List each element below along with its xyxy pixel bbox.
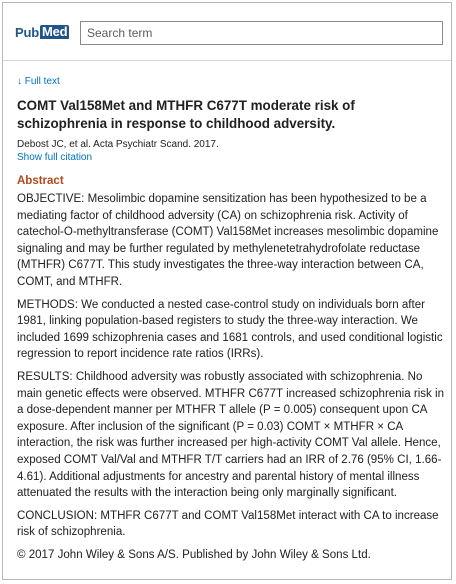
copyright-notice: © 2017 John Wiley & Sons A/S. Published by John Wiley & Sons Ltd. — [17, 548, 371, 561]
logo-med-text: Med — [41, 24, 68, 39]
logo-pub-text: Pub — [15, 24, 39, 40]
article-citation: Debost JC, et al. Acta Psychiatr Scand. 2017. — [17, 139, 219, 150]
article-title: COMT Val158Met and MTHFR C677T moderate risk of schizophrenia in response to childhood adversity. — [17, 98, 355, 131]
search-input[interactable] — [80, 21, 443, 45]
page-frame — [2, 2, 452, 580]
full-text-link[interactable]: ↓ Full text — [17, 76, 60, 87]
pubmed-logo[interactable] — [15, 25, 69, 39]
header — [3, 3, 451, 61]
abstract-conclusion: CONCLUSION: MTHFR C677T and COMT Val158Met interact with CA to increase risk of schizophrenia. — [17, 509, 439, 539]
show-full-citation-link[interactable]: Show full citation — [17, 152, 93, 163]
abstract-body — [17, 191, 445, 569]
abstract-heading: Abstract — [17, 175, 64, 187]
abstract-objective: OBJECTIVE: Mesolimbic dopamine sensitization has been hypothesized to be a mediating factor of childhood adversity (CA) on schizophrenia risk. Activity of catechol-O-methyltransferase (COMT) Val158Met increases mesolimbic dopamine signaling and may be further regulated by methylenetetrahydrofolate reductase (MTHFR) C677T. This study investigates the three-way interaction between CA, COMT, and MTHFR. — [17, 193, 439, 288]
abstract-results: RESULTS: Childhood adversity was robustly associated with schizophrenia. No main genetic effects were observed. MTHFR C677T increased schizophrenia risk in a dose-dependent manner per MTHFR T allele (P = 0.005) consequent upon CA exposure. After inclusion of the significant (P = 0.03) COMT × MTHFR × CA interaction, the risk was further increased per high-activity COMT Val allele. Hence, exposed COMT Val/Val and MTHFR T/T carriers had an IRR of 2.76 (95% CI, 1.66-4.61). Additional adjustments for ancestry and parental history of mental illness attenuated the results with the interaction being only marginally significant. — [17, 370, 444, 500]
abstract-methods: METHODS: We conducted a nested case-control study on individuals born after 1981, linking population-based registers to study the three-way interaction. We included 1699 schizophrenia cases and 1681 controls, and used conditional logistic regression to report incidence rate ratios (IRRs). — [17, 298, 443, 361]
